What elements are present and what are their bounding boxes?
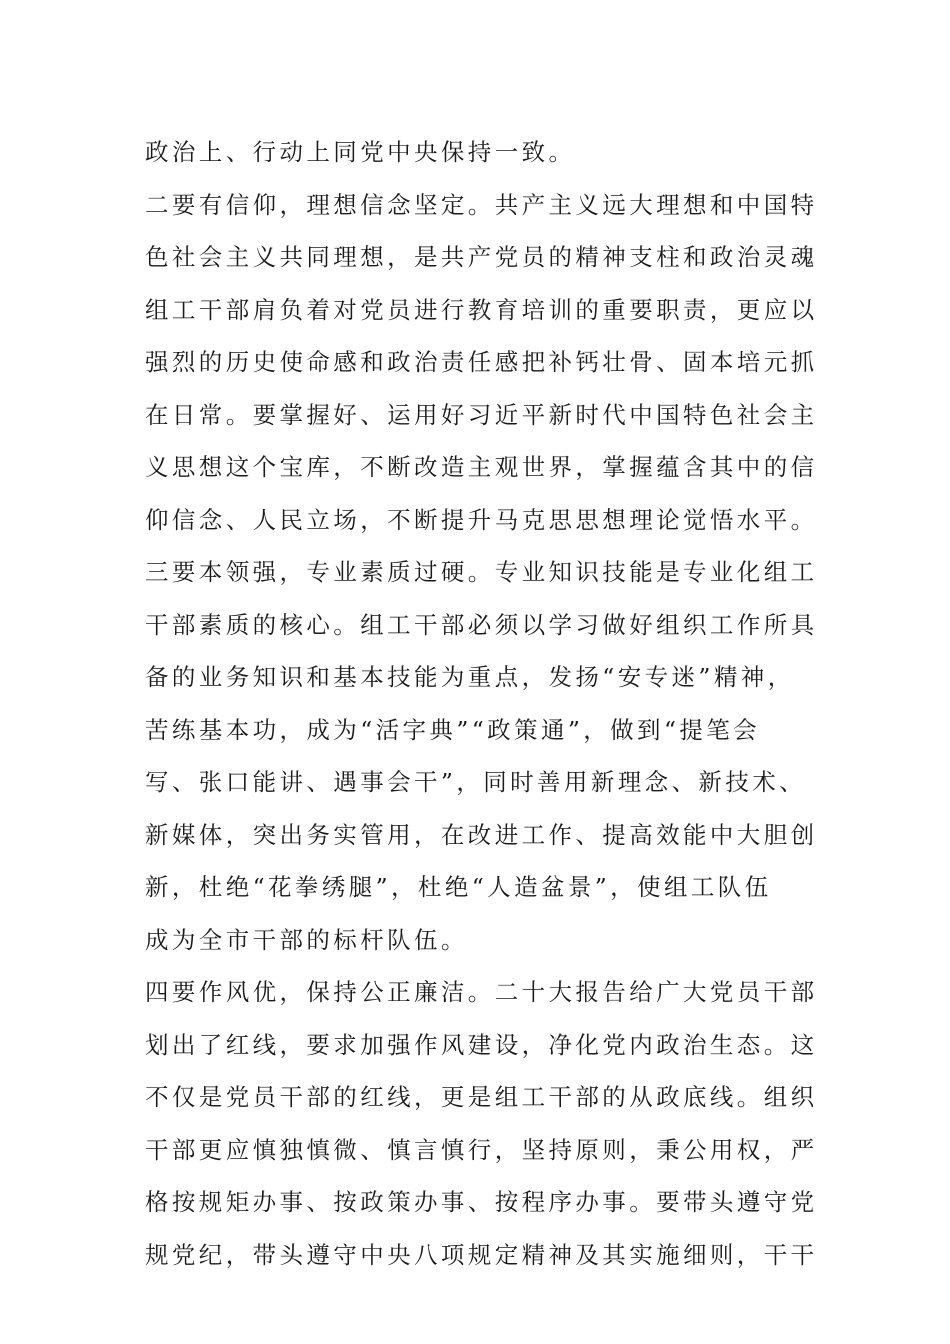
text-line: 划出了红线，要求加强作风建设，净化党内政治生态。这 [145, 1030, 818, 1059]
text-line: 政治上、行动上同党中央保持一致。 [145, 138, 576, 166]
text-line: 义思想这个宝库，不断改造主观世界，掌握蕴含其中的信 [145, 453, 818, 481]
text-line: 四要作风优，保持公正廉洁。二十大报告给广大党员干部 [145, 978, 818, 1006]
text-line: 新媒体，突出务实管用，在改进工作、提高效能中大胆创 [145, 820, 818, 849]
text-line: 强烈的历史使命感和政治责任感把补钙壮骨、固本培元抓 [145, 348, 818, 376]
text-line: 格按规矩办事、按政策办事、按程序办事。要带头遵守党 [145, 1188, 818, 1216]
text-line: 二要有信仰，理想信念坚定。共产主义远大理想和中国特 [145, 190, 818, 219]
text-line: 色社会主义共同理想，是共产党员的精神支柱和政治灵魂 [145, 243, 818, 271]
text-line: 成为全市干部的标杆队伍。 [145, 925, 468, 954]
text-line: 干部素质的核心。组工干部必须以学习做好组织工作所具 [145, 610, 818, 639]
text-line: 组工干部肩负着对党员进行教育培训的重要职责，更应以 [145, 295, 818, 324]
text-line: 新，杜绝“花拳绣腿”，杜绝“人造盆景”，使组工队伍 [145, 873, 772, 901]
text-line: 备的业务知识和基本技能为重点，发扬“安专迷”精神， [145, 663, 795, 691]
text-line: 干部更应慎独慎微、慎言慎行，坚持原则，秉公用权，严 [145, 1135, 818, 1164]
text-line: 规党纪，带头遵守中央八项规定精神及其实施细则，干干 [145, 1240, 818, 1269]
text-line: 仰信念、人民立场，不断提升马克思思想理论觉悟水平。 [145, 505, 818, 534]
text-line: 苦练基本功，成为“活字典”“政策通”，做到“提笔会 [145, 715, 761, 744]
text-line: 在日常。要掌握好、运用好习近平新时代中国特色社会主 [145, 400, 818, 429]
text-line: 写、张口能讲、遇事会干”，同时善用新理念、新技术、 [145, 768, 807, 796]
text-line: 三要本领强，专业素质过硬。专业知识技能是专业化组工 [145, 558, 818, 586]
document-body [145, 126, 818, 1281]
text-line: 不仅是党员干部的红线，更是组工干部的从政底线。组织 [145, 1083, 818, 1111]
